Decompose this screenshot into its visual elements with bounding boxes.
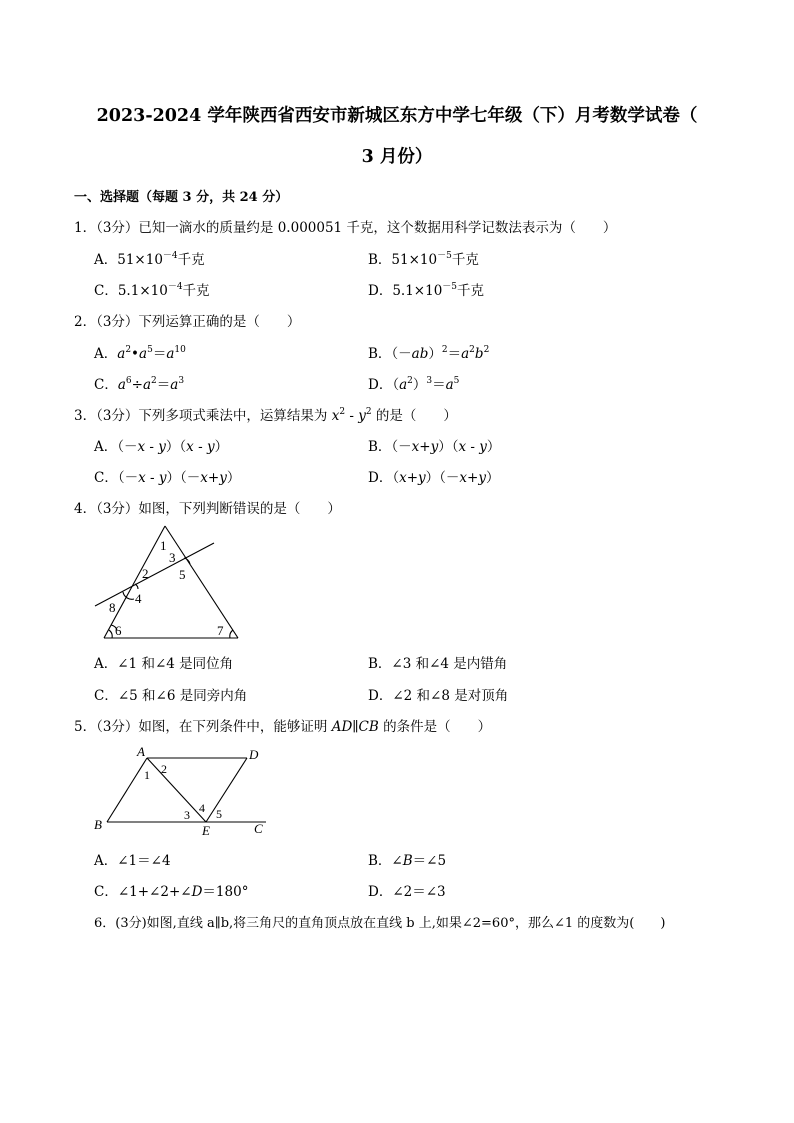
question-5-option-a: A．∠1＝∠4 (94, 853, 171, 869)
question-4-option-b: B．∠3 和∠4 是内错角 (368, 656, 508, 672)
question-2-option-d: D．$(a^2)^3=a^5$ (368, 376, 460, 393)
question-3-stem: 3．（3分）下列多项式乘法中，运算结果为 $x^2 - y^2$ 的是（ ） (74, 407, 457, 424)
figure4-label-4: 4 (135, 591, 142, 606)
figure5-angle-1: 1 (144, 768, 150, 782)
figure4-label-8: 8 (109, 600, 116, 615)
figure4-label-2: 2 (142, 566, 149, 581)
figure4-label-1: 1 (160, 538, 167, 553)
figure5-point-d: D (249, 747, 259, 762)
question-1-option-b: B．$51\times 10^{-5}$千克 (368, 251, 479, 268)
paper-title-line-1: 2023-2024 学年陕西省西安市新城区东方中学七年级（下）月考数学试卷（ (96, 106, 698, 126)
question-4-option-c: C．∠5 和∠6 是同旁内角 (94, 688, 248, 704)
question-4-option-d: D．∠2 和∠8 是对顶角 (368, 688, 509, 704)
question-1-stem: 1．（3分）已知一滴水的质量约是 0.000051 千克，这个数据用科学记数法表示为（ ） (74, 220, 617, 236)
question-5-parallelogram-figure (88, 742, 278, 838)
question-4-triangle-figure (90, 520, 250, 645)
question-5-option-b: B．∠B＝∠5 (368, 853, 447, 869)
question-5-option-c: C．∠1+∠2+∠D＝180° (94, 884, 249, 900)
question-6-stem: 6．(3分)如图,直线 a∥b,将三角尺的直角顶点放在直线 b 上,如果∠2=60°，那么∠1 的度数为( ) (94, 916, 666, 931)
figure4-label-6: 6 (115, 623, 122, 638)
question-1-option-a: A．$51\times 10^{-4}$千克 (94, 251, 205, 268)
paper-title-line-2: 3 月份） (361, 147, 433, 167)
question-5-stem: 5．（3分）如图，在下列条件中，能够证明 AD∥CB 的条件是（ ） (74, 719, 492, 735)
figure4-label-5: 5 (179, 567, 186, 582)
question-2-stem: 2．（3分）下列运算正确的是（ ） (74, 314, 301, 330)
section-heading: 一、选择题（每题 3 分，共 24 分） (74, 190, 289, 205)
question-3-option-d: D．（x+y）（－x+y） (368, 470, 500, 486)
figure5-point-a: A (137, 744, 145, 759)
question-2-option-c: C．$a^6\div a^2=a^3$ (94, 376, 185, 393)
question-3-option-c: C．（－x - y）（－x+y） (94, 470, 241, 486)
figure5-angle-2: 2 (161, 762, 167, 776)
figure5-point-e: E (202, 823, 210, 838)
figure4-label-3: 3 (169, 550, 176, 565)
figure4-label-7: 7 (217, 623, 224, 638)
figure5-angle-5: 5 (216, 807, 222, 821)
question-3-option-b: B．（－x+y）（x - y） (368, 439, 501, 455)
question-3-option-a: A．（－x - y）（x - y） (94, 439, 229, 455)
question-5-option-d: D．∠2＝∠3 (368, 884, 446, 900)
figure5-angle-3: 3 (184, 808, 190, 822)
figure5-point-b: B (94, 817, 102, 832)
question-1-option-d: D．$5.1\times 10^{-5}$千克 (368, 282, 485, 299)
question-4-option-a: A．∠1 和∠4 是同位角 (94, 656, 234, 672)
figure5-point-c: C (254, 821, 263, 836)
question-2-option-a: A．$a^2•a^5=a^{10}$ (94, 345, 186, 362)
question-2-option-b: B．$(-ab)^2=a^2b^2$ (368, 345, 490, 362)
figure5-angle-4: 4 (199, 801, 205, 815)
question-4-stem: 4．（3分）如图，下列判断错误的是（ ） (74, 501, 341, 517)
question-1-option-c: C．$5.1\times 10^{-4}$千克 (94, 282, 210, 299)
